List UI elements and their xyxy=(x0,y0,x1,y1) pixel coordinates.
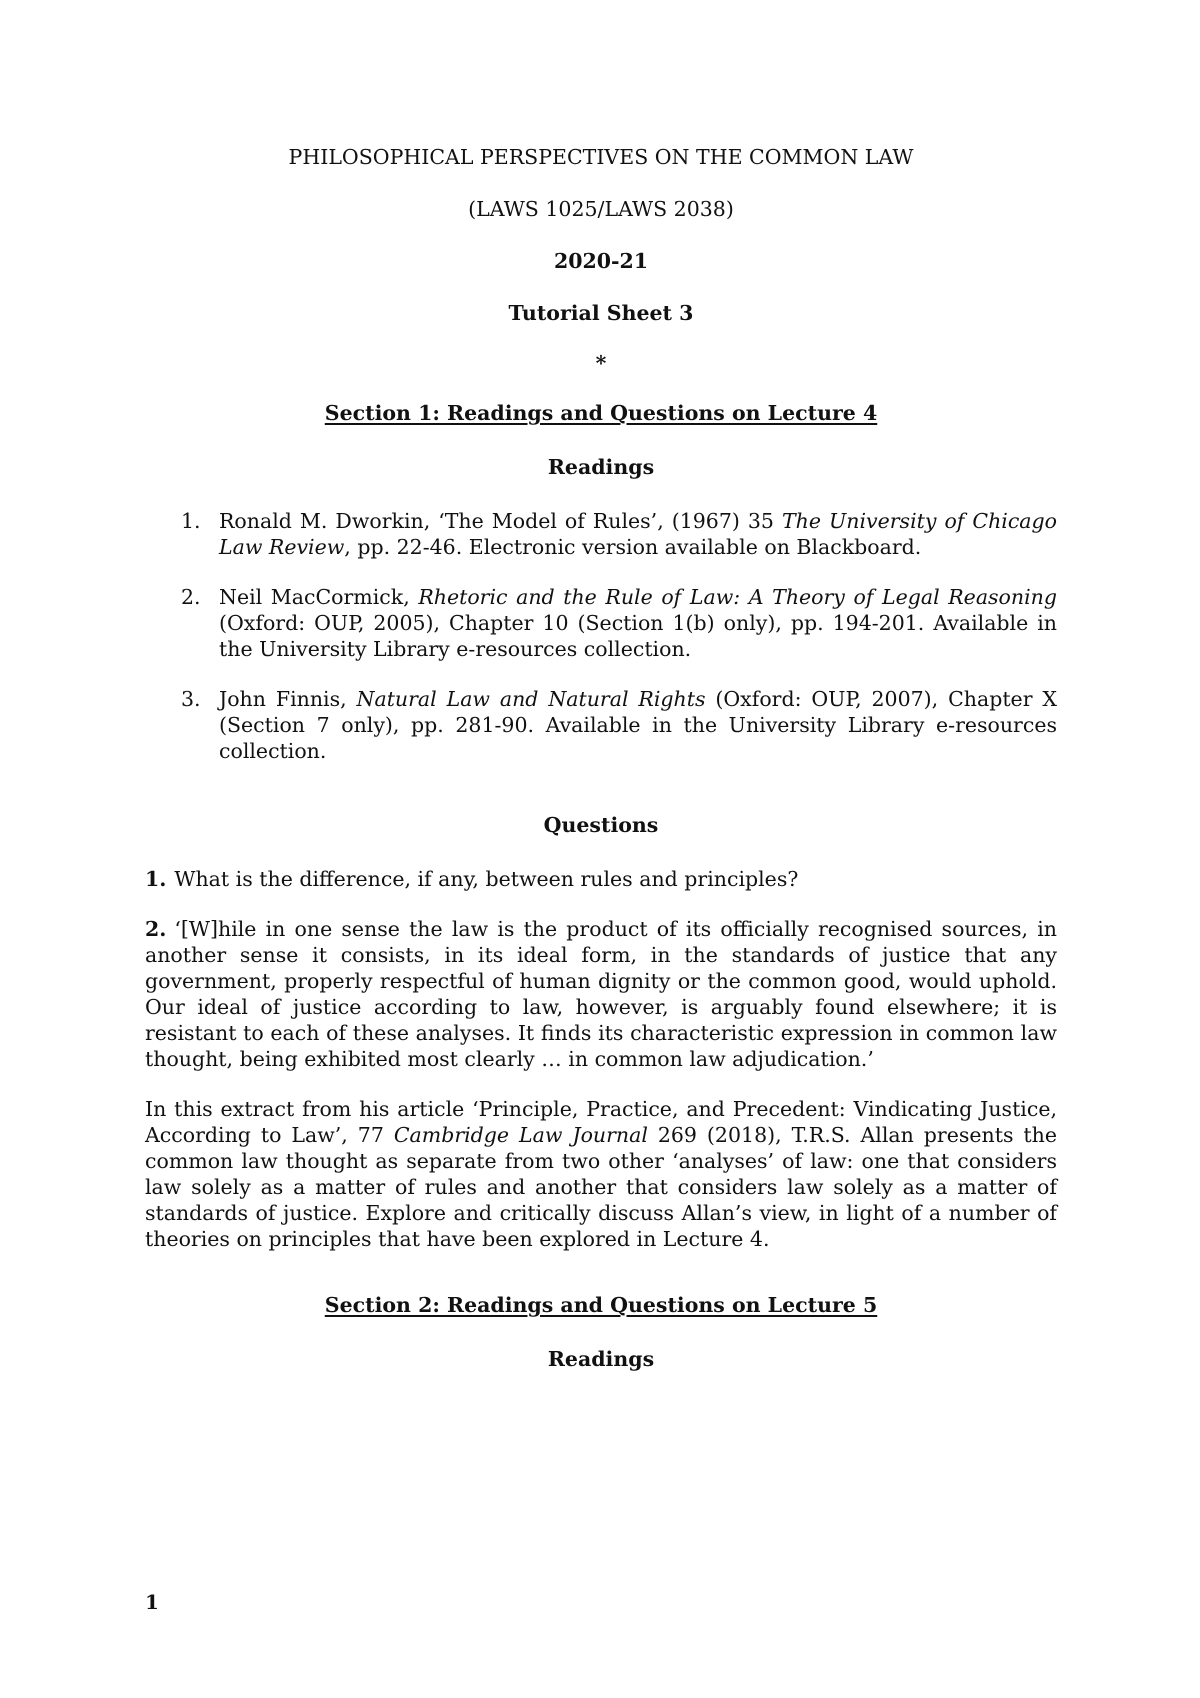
question-number: 2. xyxy=(145,917,167,941)
reading-text-after: , pp. 22-46. Electronic version available on Blackboard. xyxy=(344,535,922,559)
question-1 xyxy=(145,866,1057,892)
section-1-readings-heading: Readings xyxy=(547,455,655,479)
extract-text-after: 269 (2018), T.R.S. Allan presents the common law thought as separate from two other ‘analyses’ of law: one that considers law solely as a matter of rules and another that considers law solely as a matter of standards of justice. Explore and critically discuss Allan’s view, in light of a number of theories on principles that have been explored in Lecture 4. xyxy=(145,1123,1057,1251)
extract-paragraph xyxy=(145,1096,1057,1252)
section-separator: * xyxy=(595,351,607,375)
section-2-readings-heading: Readings xyxy=(547,1347,655,1371)
section-2-title: Section 2: Readings and Questions on Lecture 5 xyxy=(324,1293,878,1317)
reading-text-after: (Oxford: OUP, 2007), Chapter X (Section 7 only), pp. 281-90. Available in the University Library e-resources collection. xyxy=(219,687,1057,763)
reading-item xyxy=(145,584,1057,662)
reading-italic-title: The University of Chicago Law Review xyxy=(219,509,1057,559)
reading-text-after: (Oxford: OUP, 2005), Chapter 10 (Section 1(b) only), pp. 194-201. Available in the University Library e-resources collection. xyxy=(219,611,1057,661)
section-1-title: Section 1: Readings and Questions on Lecture 4 xyxy=(324,401,878,425)
reading-italic-title: Rhetoric and the Rule of Law: A Theory of Legal Reasoning xyxy=(418,585,1057,609)
reading-text-before: Neil MacCormick, xyxy=(219,585,419,609)
question-number: 1. xyxy=(145,867,167,891)
section-1-questions-heading: Questions xyxy=(543,813,659,837)
academic-year: 2020-21 xyxy=(553,249,649,273)
reading-item xyxy=(145,508,1057,560)
question-text: What is the difference, if any, between rules and principles? xyxy=(174,867,799,891)
reading-number: 2. xyxy=(181,585,201,609)
reading-text-before: Ronald M. Dworkin, ‘The Model of Rules’, (1967) 35 xyxy=(219,509,782,533)
reading-text-before: John Finnis, xyxy=(219,687,357,711)
reading-italic-title: Natural Law and Natural Rights xyxy=(356,687,706,711)
question-2 xyxy=(145,916,1057,1072)
tutorial-sheet-title: Tutorial Sheet 3 xyxy=(508,301,694,325)
page-number: 1 xyxy=(145,1590,159,1614)
section-1-readings-list xyxy=(145,508,1057,764)
reading-number: 3. xyxy=(181,687,201,711)
course-codes: (LAWS 1025/LAWS 2038) xyxy=(468,197,734,221)
reading-item xyxy=(145,686,1057,764)
journal-title: Cambridge Law Journal xyxy=(393,1123,648,1147)
extract-text-before: In this extract from his article ‘Principle, Practice, and Precedent: Vindicating Justice, According to Law’, 77 xyxy=(145,1097,1057,1147)
document-content xyxy=(145,144,1057,1372)
reading-number: 1. xyxy=(181,509,201,533)
question-text: ‘[W]hile in one sense the law is the product of its officially recognised sources, in another sense it consists, in its ideal form, in the standards of justice that any government, properly respectful of human dignity or the common good, would uphold. Our ideal of justice according to law, however, is arguably found elsewhere; it is resistant to each of these analyses. It finds its characteristic expression in common law thought, being exhibited most clearly … in common law adjudication.’ xyxy=(145,917,1057,1071)
course-title: PHILOSOPHICAL PERSPECTIVES ON THE COMMON LAW xyxy=(288,145,914,169)
